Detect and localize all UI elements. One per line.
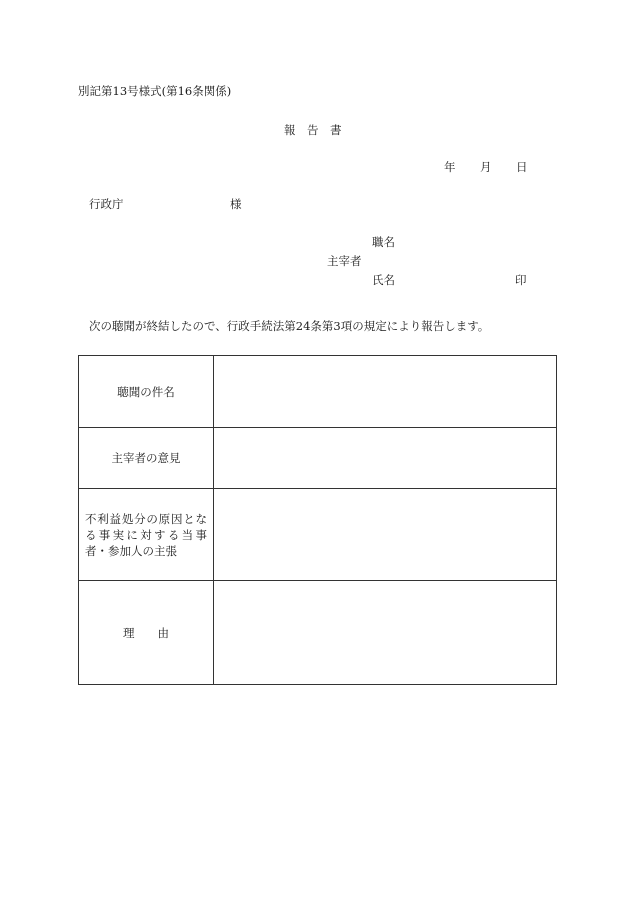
table-row <box>79 581 557 685</box>
body-text: 次の聴聞が終結したので、行政手続法第24条第3項の規定により報告します。 <box>89 319 490 333</box>
hearing-subject-label: 聴聞の件名 <box>79 356 214 428</box>
presider-position-label: 職名 <box>372 235 395 249</box>
table-row <box>79 356 557 428</box>
presider-name-label: 氏名 <box>372 273 395 287</box>
seal-label: 印 <box>515 273 527 287</box>
document-title: 報 告 書 <box>284 123 342 137</box>
hearing-subject-field <box>214 356 557 428</box>
date-month-label: 月 <box>480 160 492 174</box>
addressee-agency: 行政庁 <box>89 197 124 211</box>
presider-role-label: 主宰者 <box>327 254 362 268</box>
date-day-label: 日 <box>516 160 528 174</box>
date-year-label: 年 <box>444 160 456 174</box>
form-number: 別記第13号様式(第16条関係) <box>78 84 232 98</box>
presider-opinion-label: 主宰者の意見 <box>79 428 214 489</box>
table-row <box>79 428 557 489</box>
table-row <box>79 489 557 581</box>
report-table <box>78 355 557 685</box>
addressee-honorific: 様 <box>230 197 242 211</box>
presider-opinion-field <box>214 428 557 489</box>
reason-label: 理 由 <box>79 581 214 685</box>
party-claims-field <box>214 489 557 581</box>
reason-field <box>214 581 557 685</box>
party-claims-label: 不利益処分の原因となる事実に対する当事者・参加人の主張 <box>79 489 214 581</box>
